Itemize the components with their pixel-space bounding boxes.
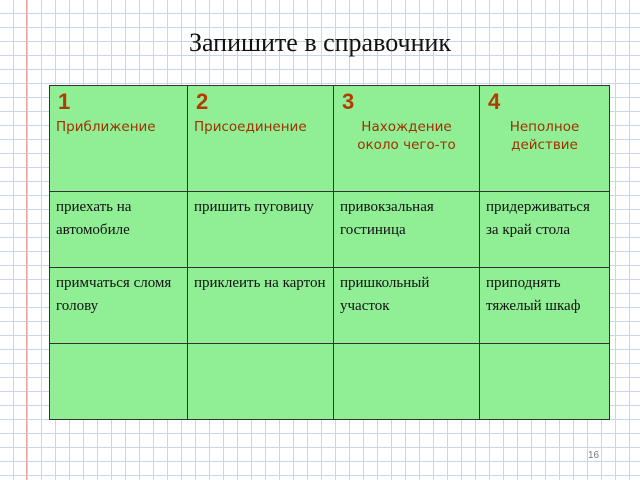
table-row (50, 192, 610, 268)
cell-text: пришкольный участок (340, 275, 430, 314)
table-row (50, 268, 610, 344)
table-cell (188, 192, 334, 268)
table-cell (480, 192, 610, 268)
header-name: Неполное действие (509, 119, 580, 153)
header-cell (188, 86, 334, 192)
cell-text: приехать на автомобиле (56, 199, 132, 238)
table-cell (480, 344, 610, 420)
cell-text: придерживаться за край стола (486, 199, 590, 238)
cell-text: пришить пуговицу (194, 199, 314, 215)
header-number: 3 (342, 89, 355, 114)
table-cell (334, 268, 480, 344)
table-cell (334, 192, 480, 268)
table-cell (188, 268, 334, 344)
table-row (50, 344, 610, 420)
reference-table (49, 85, 610, 420)
header-name: Приближение (56, 119, 156, 135)
header-name: Нахождение около чего-то (357, 119, 456, 153)
header-number: 4 (488, 89, 501, 114)
cell-text: примчаться сломя голову (56, 275, 172, 314)
cell-text: приподнять тяжелый шкаф (486, 275, 581, 314)
table-cell (188, 344, 334, 420)
table-cell (50, 192, 188, 268)
table-cell (480, 268, 610, 344)
header-name: Присоединение (194, 119, 307, 135)
table-cell (50, 268, 188, 344)
header-cell (50, 86, 188, 192)
table-cell (50, 344, 188, 420)
slide-title: Запишите в справочник (188, 28, 452, 57)
header-cell (334, 86, 480, 192)
cell-text: привокзальная гостиница (340, 199, 434, 238)
table-header-row (50, 86, 610, 192)
header-number: 1 (58, 89, 71, 114)
page-number: 16 (588, 450, 600, 461)
header-number: 2 (196, 89, 209, 114)
table-cell (334, 344, 480, 420)
header-cell (480, 86, 610, 192)
cell-text: приклеить на картон (194, 275, 326, 291)
